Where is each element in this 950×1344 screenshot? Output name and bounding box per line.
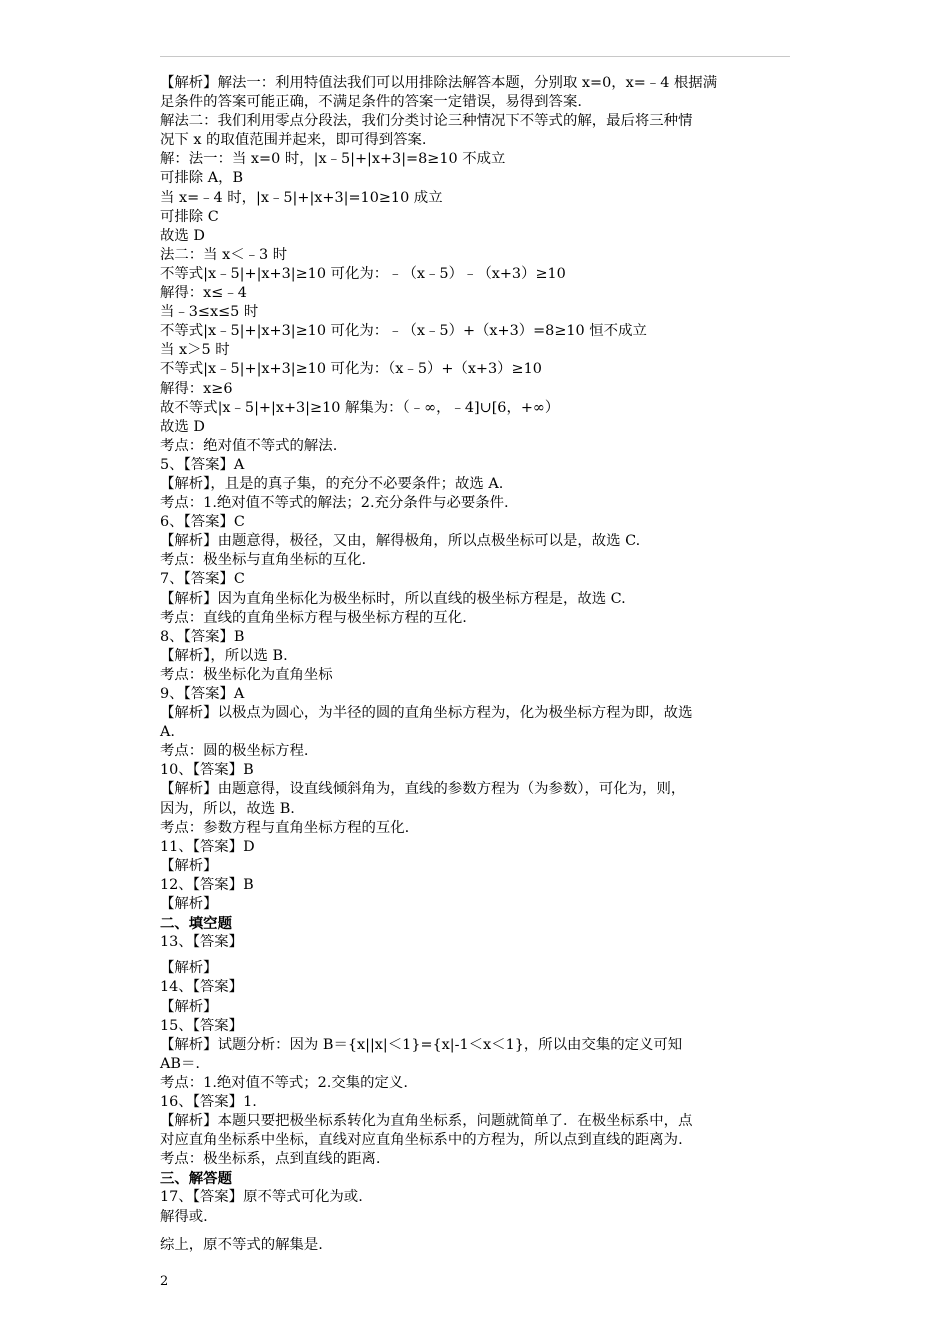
text-line: 8、【答案】B [160, 628, 245, 645]
text-line: 【解析】由题意得，极径，又由，解得极角，所以点极坐标可以是，故选 C. [160, 533, 641, 550]
text-line: 故选 D [160, 418, 205, 435]
text-line: 考点：极坐标与直角坐标的互化. [160, 552, 367, 569]
text-line: 考点：极坐标化为直角坐标 [160, 666, 333, 683]
text-line: 13、【答案】 [160, 934, 244, 951]
text-line: 考点：参数方程与直角坐标方程的互化. [160, 819, 410, 836]
text-line: 考点：直线的直角坐标方程与极坐标方程的互化. [160, 609, 467, 626]
text-line: 不等式|x﹣5|+|x+3|≥10 可化为：（x﹣5）+（x+3）≥10 [160, 361, 542, 378]
text-line: 考点：圆的极坐标方程. [160, 743, 309, 760]
text-line: 9、【答案】A [160, 686, 245, 702]
text-line: 6、【答案】C [160, 514, 245, 531]
text-line: 故选 D [160, 227, 205, 244]
text-line: 综上，原不等式的解集是. [160, 1236, 323, 1253]
text-line: 11、【答案】D [160, 838, 255, 855]
text-line: 【解析】以极点为圆心，为半径的圆的直角坐标方程为，化为极坐标方程为即，故选 [160, 705, 693, 722]
text-line: 考点：1.绝对值不等式的解法；2.充分条件与必要条件. [160, 495, 509, 512]
text-line: 不等式|x﹣5|+|x+3|≥10 可化为：﹣（x﹣5）+（x+3）=8≥10 恒不成立 [160, 323, 647, 340]
text-line: 5、【答案】A [160, 456, 245, 473]
text-line: AB＝. [160, 1055, 200, 1072]
text-line: 【解析】，且是的真子集，的充分不必要条件；故选 A. [160, 475, 504, 492]
text-line: 法二：当 x＜﹣3 时 [160, 246, 288, 263]
text-line: 对应直角坐标系中坐标，直线对应直角坐标系中的方程为，所以点到直线的距离为. [160, 1132, 683, 1149]
text-line: 【解析】 [160, 857, 218, 874]
text-line: 【解析】 [160, 960, 218, 977]
document-body [160, 74, 800, 1255]
text-line: A. [160, 724, 175, 741]
text-line: 解得：x≤﹣4 [160, 285, 247, 302]
text-line: 不等式|x﹣5|+|x+3|≥10 可化为：﹣（x﹣5）﹣（x+3）≥10 [160, 265, 566, 282]
section-heading: 二、填空题 [160, 915, 232, 933]
text-line: 当 x=﹣4 时，|x﹣5|+|x+3|=10≥10 成立 [160, 189, 443, 206]
header-rule [160, 56, 790, 57]
text-line: 12、【答案】B [160, 876, 254, 893]
text-line: 【解析】 [160, 998, 218, 1015]
text-line: 10、【答案】B [160, 762, 254, 779]
text-line: 解法二：我们利用零点分段法，我们分类讨论三种情况下不等式的解，最后将三种情 [160, 113, 693, 130]
text-line: 可排除 C [160, 208, 219, 225]
text-line: 【解析】本题只要把极坐标系转化为直角坐标系，问题就简单了．在极坐标系中，点 [160, 1113, 693, 1130]
text-line: 15、【答案】 [160, 1017, 244, 1034]
text-line: 【解析】因为直角坐标化为极坐标时，所以直线的极坐标方程是，故选 C. [160, 590, 626, 607]
text-line: 况下 x 的取值范围并起来，即可得到答案. [160, 132, 427, 149]
text-line: 考点：1.绝对值不等式；2.交集的定义. [160, 1074, 408, 1091]
text-line: 16、【答案】1. [160, 1093, 257, 1110]
text-line: 足条件的答案可能正确，不满足条件的答案一定错误，易得到答案. [160, 94, 582, 111]
text-line: 17、【答案】原不等式可化为或. [160, 1189, 363, 1206]
text-line: 解得或. [160, 1208, 208, 1225]
text-line: 当 x＞5 时 [160, 342, 230, 359]
text-line: 7、【答案】C [160, 571, 245, 588]
text-line: 解得：x≥6 [160, 380, 233, 397]
text-line: 可排除 A，B [160, 170, 244, 187]
text-line: 【解析】，所以选 B. [160, 647, 288, 664]
text-line: 解：法一：当 x=0 时，|x﹣5|+|x+3|=8≥10 不成立 [160, 151, 506, 168]
text-line: 【解析】解法一：利用特值法我们可以用排除法解答本题，分别取 x=0，x=﹣4 根据满 [160, 75, 718, 91]
text-line: 考点：绝对值不等式的解法. [160, 437, 338, 454]
section-heading: 三、解答题 [160, 1170, 232, 1188]
page-number: 2 [160, 1274, 169, 1289]
text-line: 【解析】 [160, 896, 218, 913]
text-line: 【解析】由题意得，设直线倾斜角为，直线的参数方程为（为参数），可化为，则， [160, 781, 686, 798]
text-line: 【解析】试题分析：因为 B＝{x||x|＜1}={x|-1＜x＜1}，所以由交集的定义可知 [160, 1036, 683, 1053]
text-line: 14、【答案】 [160, 979, 244, 996]
text-line: 故不等式|x﹣5|+|x+3|≥10 解集为：（﹣∞，﹣4]∪[6，+∞） [160, 399, 560, 416]
text-line: 因为，所以，故选 B. [160, 800, 295, 817]
text-line: 当﹣3≤x≤5 时 [160, 304, 259, 321]
text-line: 考点：极坐标系，点到直线的距离. [160, 1151, 381, 1168]
